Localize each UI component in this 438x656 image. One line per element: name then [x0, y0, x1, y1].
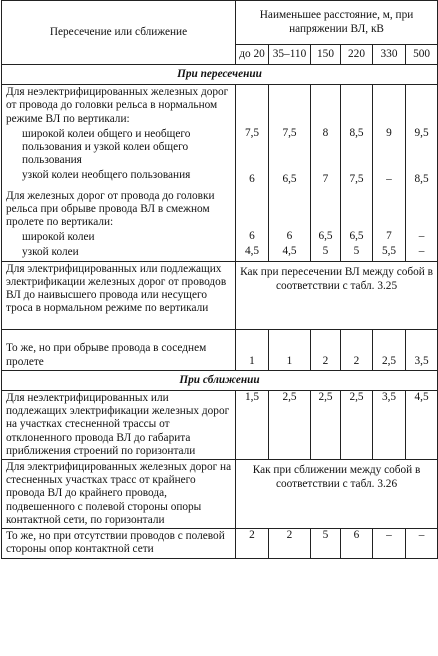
row-value: 1,5 [236, 391, 269, 460]
table-row [2, 168, 438, 188]
row-value: 8,5 [406, 168, 438, 188]
section-title: При сближении [2, 370, 438, 390]
row-value: 1 [269, 330, 311, 370]
row-value: 7 [373, 230, 406, 245]
row-value: 5 [311, 529, 341, 558]
section-title-row [2, 65, 438, 85]
row-text: узкой колеи необщего пользования [2, 168, 236, 188]
table-row [2, 330, 438, 370]
row-value: 7 [311, 168, 341, 188]
row-value: 5,5 [373, 245, 406, 261]
row-text: Для неэлектрифицированных или подлежащих электрификации железных дорог на участках стесненной трассы от отклоненного провода ВЛ до габарита приближения строений по горизонтали [2, 391, 236, 460]
row-value: 9 [373, 127, 406, 169]
merged-note: Как при сближении между собой в соответствии с табл. 3.26 [236, 460, 438, 529]
table-row [2, 261, 438, 330]
row-value: 8,5 [341, 127, 373, 169]
row-value: – [406, 529, 438, 558]
row-text: То же, но при отсутствии проводов с полевой стороны опор контактной сети [2, 529, 236, 558]
row-value: 2 [311, 330, 341, 370]
header-voltage: 35–110 [269, 45, 311, 65]
table-row [2, 391, 438, 460]
row-value: 5 [341, 245, 373, 261]
table-row [2, 529, 438, 558]
row-value: – [406, 245, 438, 261]
section-title: При пересечении [2, 65, 438, 85]
row-value: 6 [236, 230, 269, 245]
row-value: 2 [269, 529, 311, 558]
row-value: 7,5 [341, 168, 373, 188]
table-row [2, 460, 438, 529]
row-value: 7,5 [236, 127, 269, 169]
row-text: узкой колеи [2, 245, 236, 261]
row-value: 2,5 [269, 391, 311, 460]
row-text: Для электрифицированных или подлежащих электрификации железных дорог от проводов ВЛ до наивысшего провода или несущего троса в нормальном режиме по вертикали [2, 261, 236, 330]
row-value: 6,5 [341, 230, 373, 245]
distance-table [1, 0, 438, 559]
header-group: Наименьшее расстояние, м, при напряжении ВЛ, кВ [236, 1, 438, 45]
row-value: 5 [311, 245, 341, 261]
row-value: 6 [269, 230, 311, 245]
row-text: Для электрифицированных железных дорог на стесненных участках трасс от крайнего провода ВЛ до крайнего провода, подвешенного с полевой стороны опоры контактной сети, по горизонтали [2, 460, 236, 529]
row-value: 6 [341, 529, 373, 558]
header-first-col: Пересечение или сближение [2, 1, 236, 65]
section-title-row [2, 370, 438, 390]
row-value: 4,5 [406, 391, 438, 460]
row-text: То же, но при обрыве провода в соседнем пролете [2, 330, 236, 370]
row-value: 2,5 [341, 391, 373, 460]
merged-note: Как при пересечении ВЛ между собой в соответствии с табл. 3.25 [236, 261, 438, 330]
table-row [2, 85, 438, 127]
row-value: 6,5 [269, 168, 311, 188]
header-voltage: 500 [406, 45, 438, 65]
table-row [2, 230, 438, 245]
row-value: 2,5 [373, 330, 406, 370]
table-row [2, 245, 438, 261]
header-voltage: до 20 [236, 45, 269, 65]
row-value: 2 [341, 330, 373, 370]
row-value: 7,5 [269, 127, 311, 169]
row-value: 9,5 [406, 127, 438, 169]
row-value: 8 [311, 127, 341, 169]
row-value: 6,5 [311, 230, 341, 245]
header-voltage: 150 [311, 45, 341, 65]
row-value: 3,5 [373, 391, 406, 460]
row-value: 4,5 [269, 245, 311, 261]
table-row [2, 189, 438, 231]
row-value: 2 [236, 529, 269, 558]
row-text: Для железных дорог от провода до головки рельса при обрыве провода ВЛ в смежном пролете по вертикали: [2, 189, 236, 231]
row-value: 1 [236, 330, 269, 370]
row-text: широкой колеи общего и необщего пользования и узкой колеи общего пользования [2, 127, 236, 169]
row-value: – [373, 529, 406, 558]
row-value: 3,5 [406, 330, 438, 370]
header-voltage: 330 [373, 45, 406, 65]
row-value: 4,5 [236, 245, 269, 261]
row-value: – [373, 168, 406, 188]
table-row [2, 127, 438, 169]
row-value: – [406, 230, 438, 245]
header-voltage: 220 [341, 45, 373, 65]
row-text: Для неэлектрифицированных железных дорог от провода до головки рельса в нормальном режиме ВЛ по вертикали: [2, 85, 236, 127]
row-value: 6 [236, 168, 269, 188]
row-text: широкой колеи [2, 230, 236, 245]
row-value: 2,5 [311, 391, 341, 460]
